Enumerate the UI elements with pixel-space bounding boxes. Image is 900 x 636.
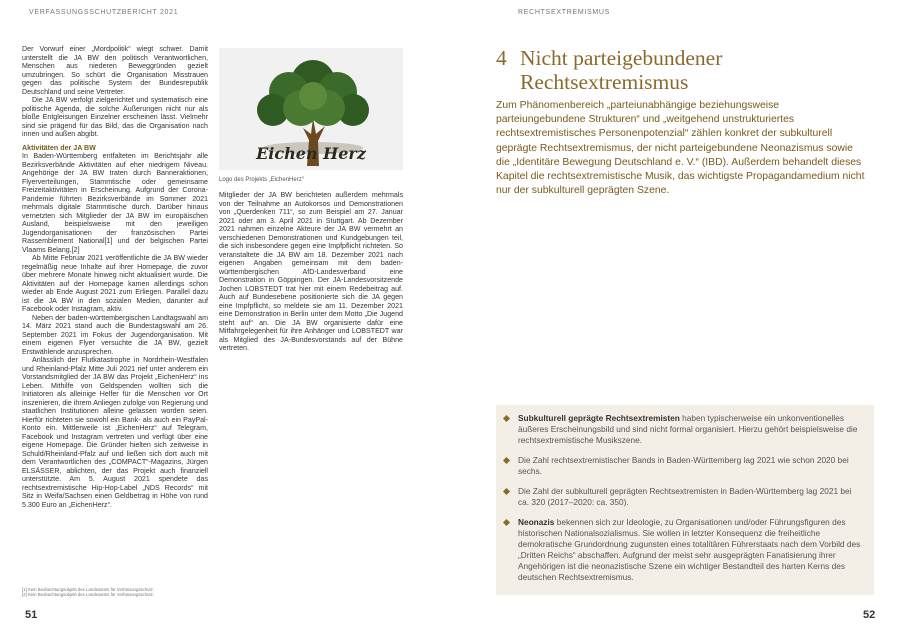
- diamond-bullet-icon: [503, 415, 510, 422]
- bullet-item: [504, 517, 862, 583]
- paragraph: Die JA BW verfolgt zielgerichtet und systematisch eine politische Agenda, die solche Äußerungen nicht nur als bloße Entgleisungen Einzelner erscheinen lässt. Vielmehr sind sie prägend für das Bild, das die Organisation nach innen und außen abgibt.: [22, 96, 208, 138]
- running-header-right: RECHTSEXTREMISMUS: [518, 9, 611, 16]
- bullet-text: bekennen sich zur Ideologie, zu Organisationen und/oder Führungsfiguren des historischen Nationalsozialismus. Sie wollen in letzter Konsequenz die freiheitliche demokratische Grundordnung zugunsten eines totalitären Führerstaats nach dem Vorbild des „Dritten Reichs“ abschaffen. Aufgrund der meist sehr ausgeprägten Fanatisierung ihrer Angehörigen ist die neonazistische Szene ein wichtiger Bestandteil des harten Kerns des deutschen Rechtsextremismus.: [518, 517, 861, 582]
- footnote: [2] Kein Beobachtungsobjekt des Landesamts für Verfassungsschutz.: [22, 592, 155, 598]
- diamond-bullet-icon: [503, 488, 510, 495]
- eichenherz-logo-image: [219, 48, 403, 170]
- paragraph: Anlässlich der Flutkatastrophe in Nordrhein-Westfalen und Rheinland-Pfalz Mitte Juli 2021 rief unter anderem ein Vorstandsmitglied der JA BW das Projekt „EichenHerz“ ins Leben. Mithilfe von Geldspenden wollten sich die Initiatoren als alleinige Helfer für die Menschen vor Ort inszenieren, die ihrem Anliegen zufolge von Regierung und staatlichen Institutionen alleine gelassen worden seien. Hierfür richteten sie sowohl ein Bank- als auch ein PayPal-Konto ein. Mittlerweile ist „EichenHerz“ auf Telegram, Facebook und Instagram vertreten und verfügt über eine eigene Homepage. Die Gründer hielten sich zeitweise in Schuld/Rheinland-Pfalz auf und ließen sich dort auch mit dem Verantwortlichen des „COMPACT“-Magazins, Jürgen ELSÄSSER, ablichten, der das Projekt auch finanziell unterstützte. Am 5. August 2021 spendete das rechtsextremistische Hip-Hop-Label „NDS Records“ mit Sitz in Weifa/Sachsen einen Geldbetrag in Höhe von rund 5.300 Euro an „EichenHerz“.: [22, 356, 208, 509]
- paragraph: Ab Mitte Februar 2021 veröffentlichte die JA BW wieder regelmäßig neue Inhalte auf ihrer Homepage, die zuvor über mehrere Monate hinweg nicht aktualisiert wurde. Die Aktivitäten auf der Homepage kamen allerdings schon wieder ab Ende August 2021 zum Erliegen. Parallel dazu ist die JA BW in den sozialen Medien, darunter auf Facebook oder Instagram, aktiv.: [22, 254, 208, 313]
- paragraph: In Baden-Württemberg entfalteten im Berichtsjahr alle Bezirksverbände Aktivitäten auf eher niedrigem Niveau. Angehörige der JA BW traten durch Banneraktionen, Flyerverteilungen, Stammtische oder gemeinsame Freizeitaktivitäten in Erscheinung. Aufgrund der Corona-Pandemie führten Bezirksverbände im Sommer 2021 mehrmals digitale Stammtische durch. Darüber hinaus vernetzten sich Mitglieder der JA BW im europäischen Ausland, beispielsweise mit den jeweiligen Jugendorganisationen der französischen Partei Rassemblement National[1] und der belgischen Partei Vlaams Belang.[2]: [22, 152, 208, 254]
- footnote: [1] Kein Beobachtungsobjekt des Landesamts für Verfassungsschutz.: [22, 587, 155, 592]
- bullet-item: [504, 455, 862, 477]
- bullet-item: [504, 413, 862, 446]
- bullet-text: Die Zahl der subkulturell geprägten Rechtsextremisten in Baden-Württemberg lag 2021 bei ca. 320 (2017–2020: ca. 350).: [518, 486, 852, 507]
- bullet-item: [504, 486, 862, 508]
- chapter-lead: Zum Phänomenbereich „parteiunabhängige beziehungsweise parteiungebundene Strukturen“ und „weitgehend unstrukturiertes rechtsextremistisches Personenpotenzial“ zählen konkret der subkulturell geprägte Rechtsextremismus, der nicht parteigebundene Neonazismus sowie die „Identitäre Bewegung Deutschland e. V.“ (IBD). Außerdem behandelt dieses Kapitel die rechtsextremistische Musik, das wichtigste Propagandamedium nicht nur der subkulturell geprägten Szene.: [496, 100, 865, 197]
- logo-text: Eichen Herz: [256, 144, 366, 163]
- paragraph: Mitglieder der JA BW berichteten außerdem mehrmals von der Teilnahme an Autokorsos und Demonstrationen von „Querdenken 711“, so zum Beispiel am 27. Januar 2021 oder am 3. April 2021 in Stuttgart. Ab Dezember 2021 nahmen einzelne Akteure der JA BW vermehrt an verschiedenen Demonstrationen und Kundgebungen teil, die sich insbesondere gegen eine Impfpflicht richteten. So veranstaltete die JA BW am 18. Dezember 2021 nach eigenen Angaben gemeinsam mit dem baden-württembergischen AfD-Landesverband eine Demonstration in Göppingen. Der JA-Landesvorsitzende Jochen LOBSTEDT trat hier mit einem Redebeitrag auf. Auch auf Bundesebene positionierte sich die JA gegen eine Impfpflicht, so meldete sie am 11. Dezember 2021 eine Demonstration in Berlin unter dem Motto „Die Jugend steht auf“ an. Die JA BW organisierte dafür eine Mitfahrgelegenheit für ihre Anhänger und LOBSTEDT war als Mitglied des JA-Bundesvorstands auf der Bühne vertreten.: [219, 191, 403, 352]
- chapter-title-line2: Rechtsextremismus: [520, 70, 689, 94]
- paragraph: Neben der baden-württembergischen Landtagswahl am 14. März 2021 stand auch die Bundestagswahl am 26. September 2021 im Fokus der Jugendorganisation. Mit einem eigenen Flyer versuchte die JA BW, gezielt Erstwählende anzusprechen.: [22, 313, 208, 356]
- section-heading: Aktivitäten der JA BW: [22, 143, 96, 152]
- chapter-number: 4: [496, 46, 507, 70]
- chapter-title-line1: Nicht parteigebundener: [520, 46, 723, 70]
- bullet-bold: Subkulturell geprägte Rechtsextremisten: [518, 413, 680, 423]
- chapter-title: [496, 46, 856, 94]
- bullet-bold: Neonazis: [518, 517, 555, 527]
- summary-bullets: [504, 413, 862, 592]
- paragraph: Der Vorwurf einer „Mordpolitik“ wiegt schwer. Damit unterstellt die JA BW den politisch Verantwortlichen, Menschen aus niederen Beweggründen gezielt umzubringen. So schürt die Organisation Misstrauen gegen das politische System der Bundesrepublik Deutschland und seine Vertreter.: [22, 45, 208, 96]
- page-number-right: 52: [863, 609, 876, 621]
- image-caption: Logo des Projekts „EichenHerz“: [219, 177, 304, 183]
- left-text-column: [22, 45, 208, 509]
- diamond-bullet-icon: [503, 457, 510, 464]
- bullet-text: haben typischerweise ein unkonventionelles äußeres Erscheinungsbild und sind nicht formal organisiert. Hierzu gehört beispielsweise die rechtsextremistische Musikszene.: [518, 413, 858, 445]
- footnotes: [22, 587, 154, 597]
- bullet-text: Die Zahl rechtsextremistischer Bands in Baden-Württemberg lag 2021 wie schon 2020 bei sechs.: [518, 455, 849, 476]
- page-number-left: 51: [25, 609, 38, 621]
- running-header-left: VERFASSUNGSSCHUTZBERICHT 2021: [29, 9, 179, 16]
- middle-text-column: [219, 191, 403, 353]
- diamond-bullet-icon: [503, 519, 510, 526]
